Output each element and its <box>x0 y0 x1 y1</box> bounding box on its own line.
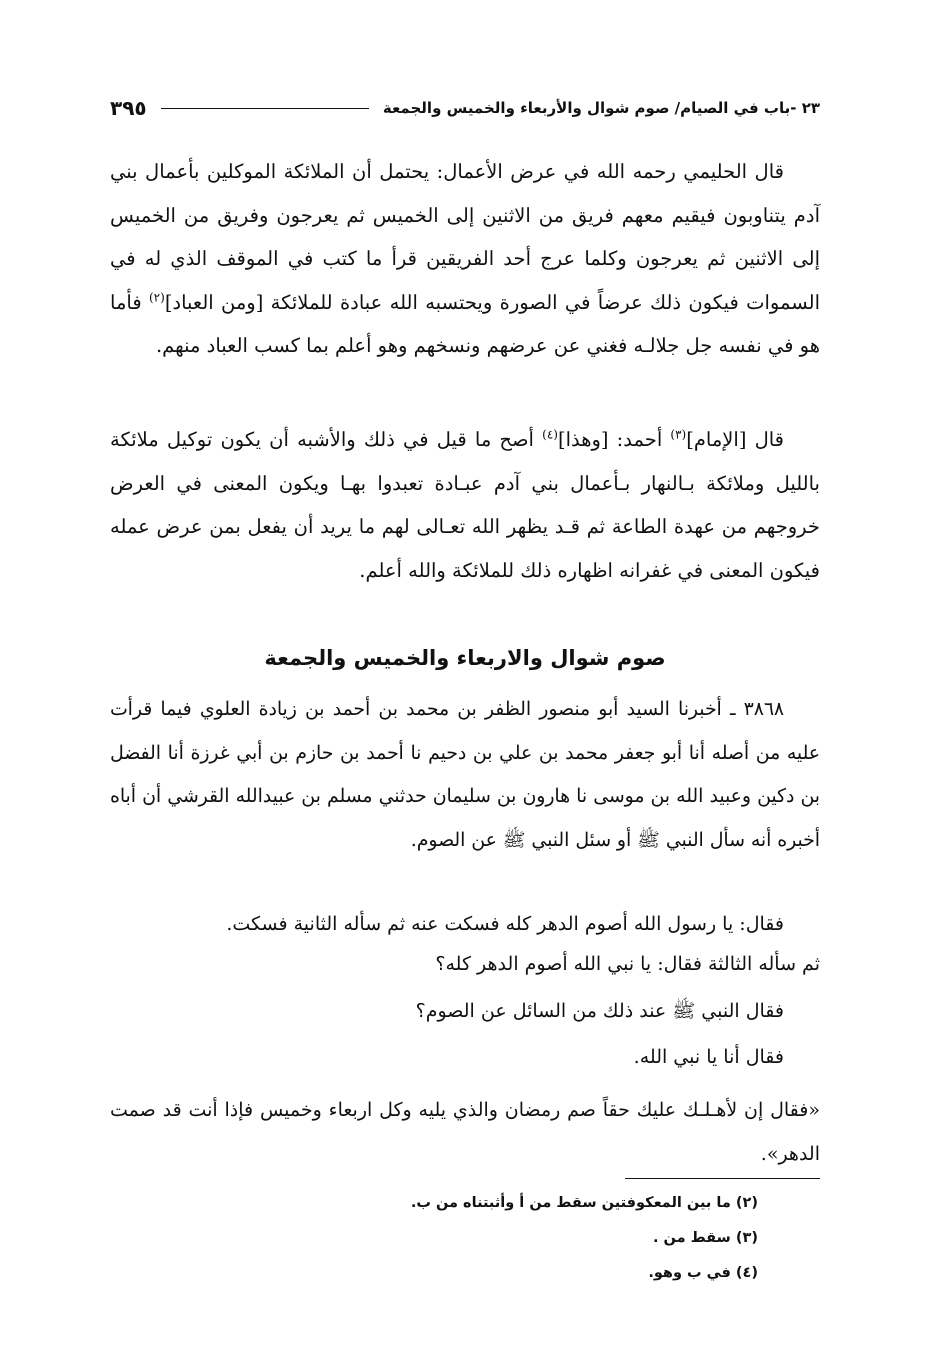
page-number: ٣٩٥ <box>110 96 147 120</box>
running-header <box>110 88 820 128</box>
dialogue-line: «فقال إن لأهـلـك عليك حقاً صم رمضان والذي يليه وكل اربعاء وخميس فإذا أنت قد صمت الدهر». <box>110 1099 820 1165</box>
paragraph-part: قال [الإمام] <box>686 428 785 451</box>
hadith-3868 <box>110 688 820 862</box>
dialogue-block-2 <box>110 988 820 1080</box>
paragraph-part: فأما هو في نفسه جل جلالـه فغني عن عرضهم ونسخهم وهو أعلم بما كسب العباد منهم. <box>110 290 820 357</box>
paragraph-halimi <box>110 150 820 368</box>
dialogue-line: فقال النبي ﷺ عند ذلك من السائل عن الصوم؟ <box>415 1000 784 1022</box>
section-heading: صوم شوال والاربعاء والخميس والجمعة <box>264 646 666 670</box>
paragraph-part: أصح ما قيل في ذلك والأشبه أن يكون توكيل ملائكة بالليل وملائكة بـالنهار بـأعمال بني آدم عبـادة تعبدوا بهـا ويكون المعنى في العرض خروجهم من عهدة الطاعة ثم قـد يظهر الله تعـالى لهم ما يريد أن يفعل بمن عرض عمله فيكون المعنى في غفرانه اظهاره ذلك للملائكة والله أعلم. <box>110 428 820 582</box>
paragraph-part: أحمد: [وهذا] <box>557 428 663 451</box>
paragraph-imam-ahmad <box>110 418 820 592</box>
paragraph-part: قال الحليمي رحمه الله في عرض الأعمال: يحتمل أن الملائكة الموكلين بأعمال بني آدم يتناوبون فيقيم معهم فريق من الاثنين إلى الخميس ثم يعرجون وفريق من الخميس إلى الاثنين ثم يعرجون وكلما عرج أحد الفريقين قرأ ما كتب في الموقف الذي له في السموات فيكون ذلك عرضاً في الصورة ويحتسبه الله عبادة للملائكة [ومن العباد] <box>110 160 820 314</box>
dialogue-block-3 <box>110 1088 820 1176</box>
footnote-mark: (٤) <box>542 427 558 442</box>
footnote: (٢) ما بين المعكوفتين سقط من أ وأثبتناه من ب. <box>410 1195 758 1211</box>
header-rule <box>161 108 369 109</box>
dialogue-line: فقال أنا يا نبي الله. <box>633 1046 784 1068</box>
footnote: (٣) سقط من . <box>652 1230 758 1246</box>
footnote-mark: (٢) <box>148 290 165 304</box>
running-title: ٢٣ -باب في الصيام/ صوم شوال والأربعاء والخميس والجمعة <box>382 99 820 117</box>
footnote-mark: (٣) <box>670 427 687 442</box>
footnote-rule <box>625 1178 820 1179</box>
paragraph-text <box>110 150 820 368</box>
hadith-text: ٣٨٦٨ ـ أخبرنا السيد أبو منصور الظفر بن محمد بن أحمد بن زيادة العلوي فيما قرأت عليه من أصله أنا أبو جعفر محمد بن علي بن دحيم نا أحمد بن حازم بن أبي غرزة أنا الفضل بن دكين وعبيد الله بن موسى نا هارون بن سليمان حدثني مسلم بن عبيدالله القرشي أن أباه أخبره أنه سأل النبي ﷺ أو سئل النبي ﷺ عن الصوم. <box>110 699 820 851</box>
dialogue-line: فقال: يا رسول الله أصوم الدهر كله فسكت عنه ثم سأله الثانية فسكت. <box>226 913 784 935</box>
dialogue-block-1 <box>110 904 820 984</box>
footnotes <box>110 1186 820 1291</box>
footnote: (٤) في ب وهو. <box>648 1265 758 1281</box>
paragraph-text <box>110 418 820 592</box>
dialogue-line: ثم سأله الثالثة فقال: يا نبي الله أصوم الدهر كله؟ <box>435 953 820 975</box>
